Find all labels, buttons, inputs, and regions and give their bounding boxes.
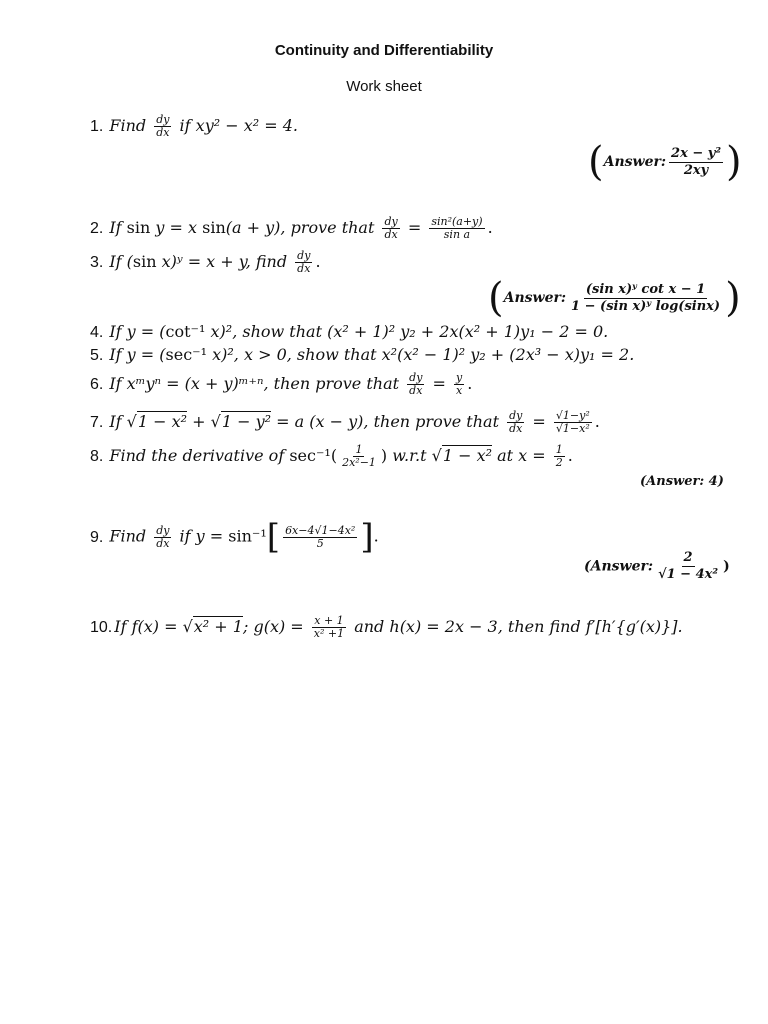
question-10: 10. If f(x) = √x² + 1; g(x) = $\frac{x + 1}{\text{x² +1}}$ and h(x) = 2x − 3, then find f′[h′{g′(x)}]. [90,614,683,640]
question-3: 3. If (sin x)ʸ = x + y, find $\frac{dy}{dx}$ . [90,249,321,275]
question-2: 2. If sin y = x sin(a + y), prove that $\frac{dy}{dx}$ = $\frac{\text{sin²(a+y)}}{\text{sin a}}$ . [90,215,493,241]
answer-9: (Answer: $\frac{2}{\text{√1 − 4x²}}$ ) [584,550,730,582]
page-subtitle: Work sheet [346,78,422,95]
answer-1: (Answer: $\frac{\text{2x − y²}}{2xy}$ ) [588,139,742,185]
question-8: 8. Find the derivative of sec⁻¹( $\frac{1}{\text{2x²−1}}$ ) w.r.t √1 − x² at x = $\frac{1}{2}$ . [90,443,573,469]
question-1: 1. Find $\frac{dy}{dx}$ if xy² − x² = 4. [90,113,299,139]
page-title: Continuity and Differentiability [274,42,494,59]
answer-3: (Answer: $\frac{\text{(sin x)ʸ cot x − 1}}{\text{1 − (sin x)ʸ log(sinx)}}$ ) [488,275,741,321]
question-6: 6. If xᵐyⁿ = (x + y)ᵐ⁺ⁿ, then prove that $\frac{dy}{dx}$ = $\frac{y}{x}$ . [90,371,473,397]
answer-8: (Answer: 4) [640,474,724,489]
question-7: 7. If √1 − x² + √1 − y² = a (x − y), then prove that $\frac{dy}{dx}$ = $\frac{\text{√1−y²}}{\text{√1−x²}}$ . [90,409,600,435]
question-4: 4. If y = (cot⁻¹ x)², show that (x² + 1)² y₂ + 2x(x² + 1)y₁ − 2 = 0. [90,322,609,341]
question-9: 9. Find $\frac{dy}{dx}$ if y = sin⁻¹[ $\frac{\text{6x−4√1−4x²}}{5}$ ]. [90,517,379,557]
question-5: 5. If y = (sec⁻¹ x)², x > 0, show that x²(x² − 1)² y₂ + (2x³ − x)y₁ = 2. [90,345,635,364]
